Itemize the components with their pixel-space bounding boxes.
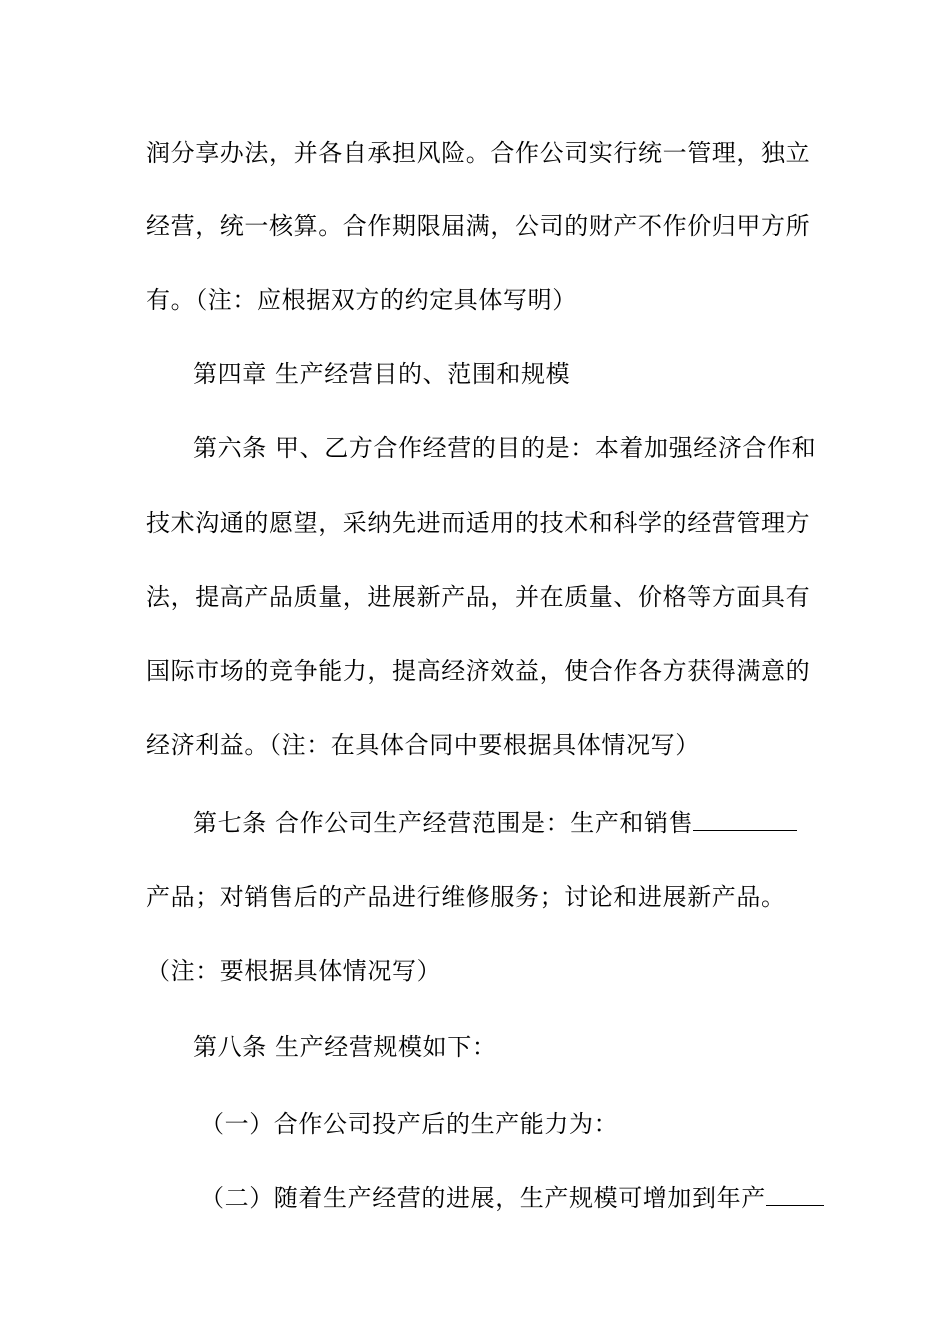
paragraph-line: 国际市场的竞争能力，提高经济效益，使合作各方获得满意的 bbox=[146, 657, 811, 685]
paragraph-line: 经营，统一核算。合作期限届满，公司的财产不作价归甲方所 bbox=[146, 212, 811, 240]
note-line: （注：要根据具体情况写） bbox=[146, 957, 442, 985]
paragraph-line: 有。（注：应根据双方的约定具体写明） bbox=[146, 286, 577, 314]
chapter-heading: 第四章 生产经营目的、范围和规模 bbox=[193, 360, 571, 388]
paragraph-line: 润分享办法，并各自承担风险。合作公司实行统一管理，独立 bbox=[146, 139, 811, 167]
article-8-line: 第八条 生产经营规模如下： bbox=[193, 1033, 497, 1061]
paragraph-line: 产品；对销售后的产品进行维修服务；讨论和进展新产品。 bbox=[146, 883, 786, 911]
list-item-2 bbox=[200, 1178, 870, 1218]
paragraph-line: 法，提高产品质量，进展新产品，并在质量、价格等方面具有 bbox=[146, 583, 811, 611]
fill-in-blank bbox=[693, 804, 797, 831]
list-item-1: （一）合作公司投产后的生产能力为： bbox=[200, 1110, 619, 1138]
fill-in-blank bbox=[766, 1179, 824, 1206]
paragraph-line: 经济利益。（注：在具体合同中要根据具体情况写） bbox=[146, 731, 700, 759]
article-7-text: 第七条 合作公司生产经营范围是：生产和销售 bbox=[193, 809, 694, 837]
paragraph-line: 技术沟通的愿望，采纳先进而适用的技术和科学的经营管理方 bbox=[146, 509, 811, 537]
article-6-line: 第六条 甲、乙方合作经营的目的是：本着加强经济合作和 bbox=[193, 434, 817, 462]
list-item-2-text: （二）随着生产经营的进展，生产规模可增加到年产 bbox=[200, 1184, 766, 1212]
article-7-line bbox=[193, 803, 863, 843]
